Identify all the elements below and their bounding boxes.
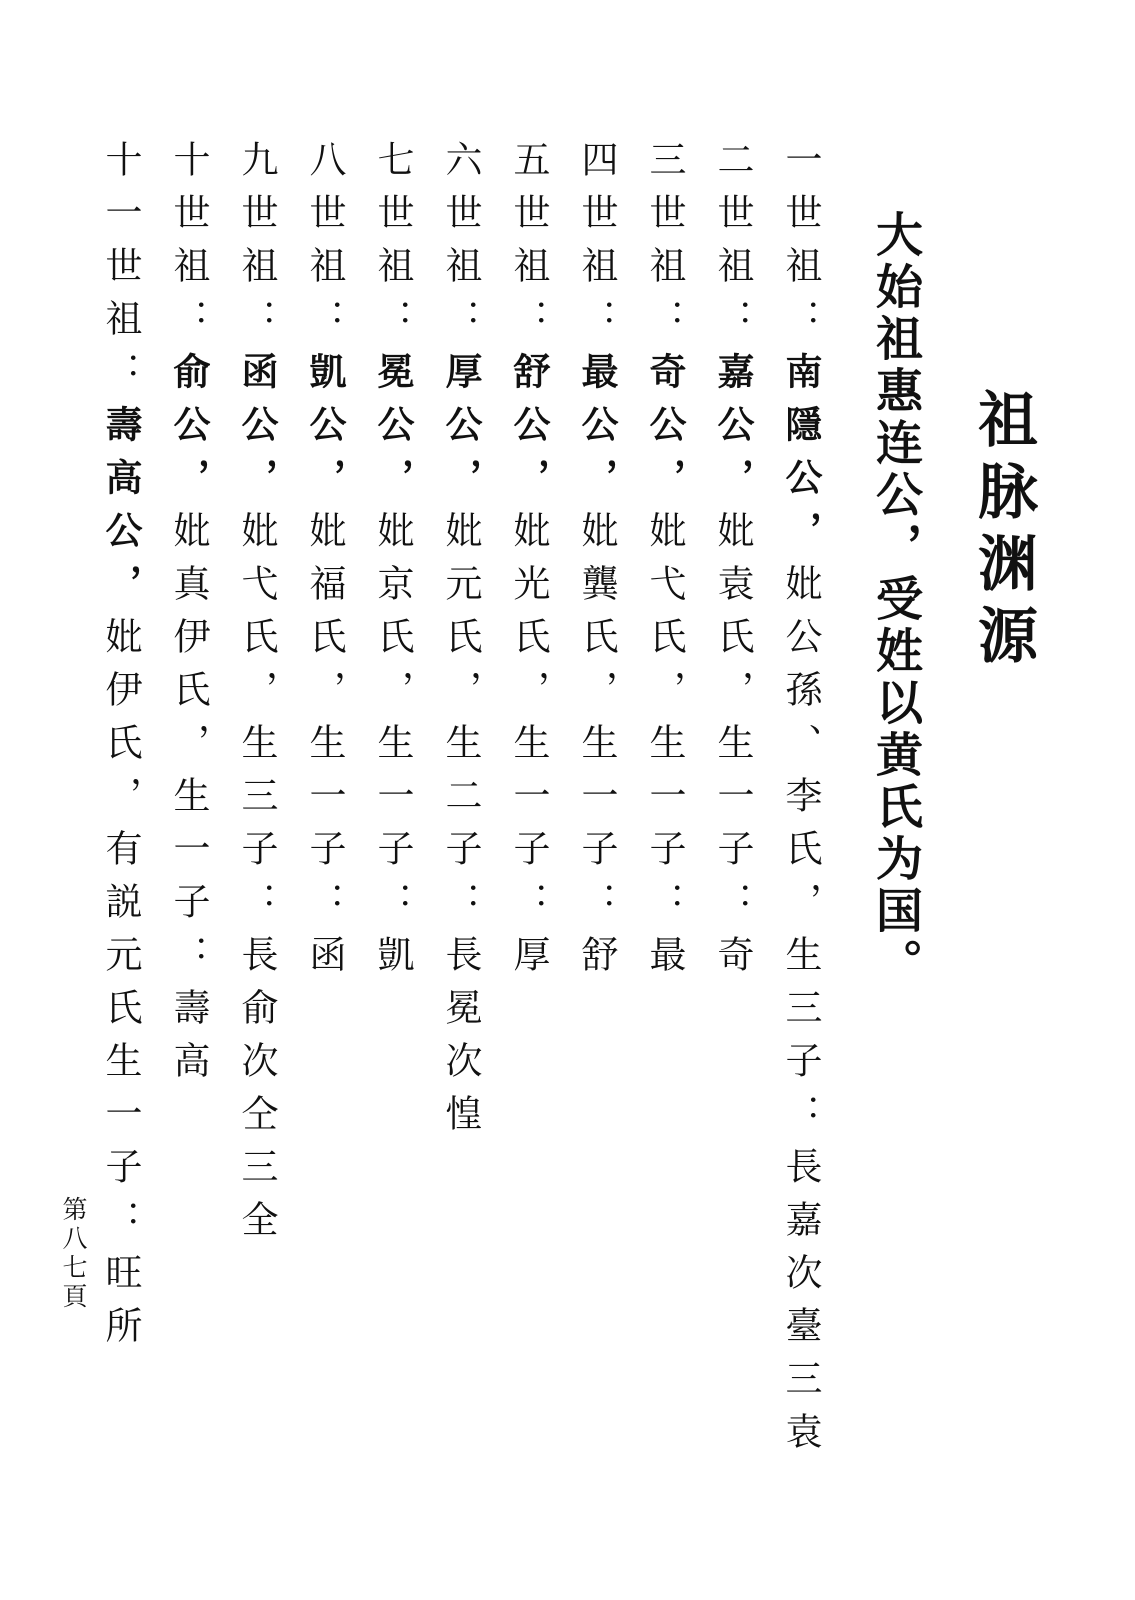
generation-label: 六世祖： [439, 140, 482, 352]
generation-detail: 妣公孫、李氏，生三子：長嘉次臺三袁 [779, 564, 822, 1465]
generation-line-6 [439, 140, 482, 1147]
generation-line-3 [643, 140, 686, 988]
generation-label: 五世祖： [507, 140, 550, 352]
page-number: 第八七頁 [59, 1196, 88, 1312]
generation-label: 四世祖： [575, 140, 618, 352]
ancestor-name: 南隱公， [779, 352, 822, 564]
generation-detail: 妣袁氏，生一子：奇 [711, 511, 754, 988]
generation-detail: 妣真伊氏，生一子：壽高 [167, 511, 210, 1094]
ancestor-name: 凱公， [303, 352, 346, 511]
generation-label: 一世祖： [779, 140, 822, 352]
ancestor-name: 壽高公， [99, 405, 142, 617]
ancestor-name: 厚公， [439, 352, 482, 511]
generation-detail: 妣弋氏，生一子：最 [643, 511, 686, 988]
generation-label: 九世祖： [235, 140, 278, 352]
ancestor-name: 函公， [235, 352, 278, 511]
generation-label: 七世祖： [371, 140, 414, 352]
ancestor-name: 冕公， [371, 352, 414, 511]
generation-line-10 [167, 140, 210, 1094]
generation-detail: 妣伊氏，有説元氏生一子：旺所 [99, 617, 142, 1359]
ancestor-name: 舒公， [507, 352, 550, 511]
generation-line-9 [235, 140, 278, 1253]
generation-detail: 妣龔氏，生一子：舒 [575, 511, 618, 988]
page-heading: 祖脉渊源 [968, 388, 1038, 676]
generation-detail: 妣京氏，生一子：凱 [371, 511, 414, 988]
ancestor-name: 嘉公， [711, 352, 754, 511]
generation-line-1 [779, 140, 822, 1465]
ancestor-name: 俞公， [167, 352, 210, 511]
generation-line-7 [371, 140, 414, 988]
ancestor-intro: 大始祖惠连公，受姓以黄氏为国。 [868, 210, 923, 990]
generation-label: 二世祖： [711, 140, 754, 352]
ancestor-name: 最公， [575, 352, 618, 511]
generation-line-4 [575, 140, 618, 988]
ancestor-name: 奇公， [643, 352, 686, 511]
generation-detail: 妣福氏，生一子：函 [303, 511, 346, 988]
generation-line-8 [303, 140, 346, 988]
generation-detail: 妣元氏，生二子：長冕次惶 [439, 511, 482, 1147]
generation-label: 十世祖： [167, 140, 210, 352]
generation-label: 三世祖： [643, 140, 686, 352]
generation-label: 十一世祖： [99, 140, 142, 405]
generation-line-5 [507, 140, 550, 988]
generation-line-11 [99, 140, 142, 1359]
generation-label: 八世祖： [303, 140, 346, 352]
generation-detail: 妣弋氏，生三子：長俞次仝三全 [235, 511, 278, 1253]
generation-detail: 妣光氏，生一子：厚 [507, 511, 550, 988]
generation-line-2 [711, 140, 754, 988]
